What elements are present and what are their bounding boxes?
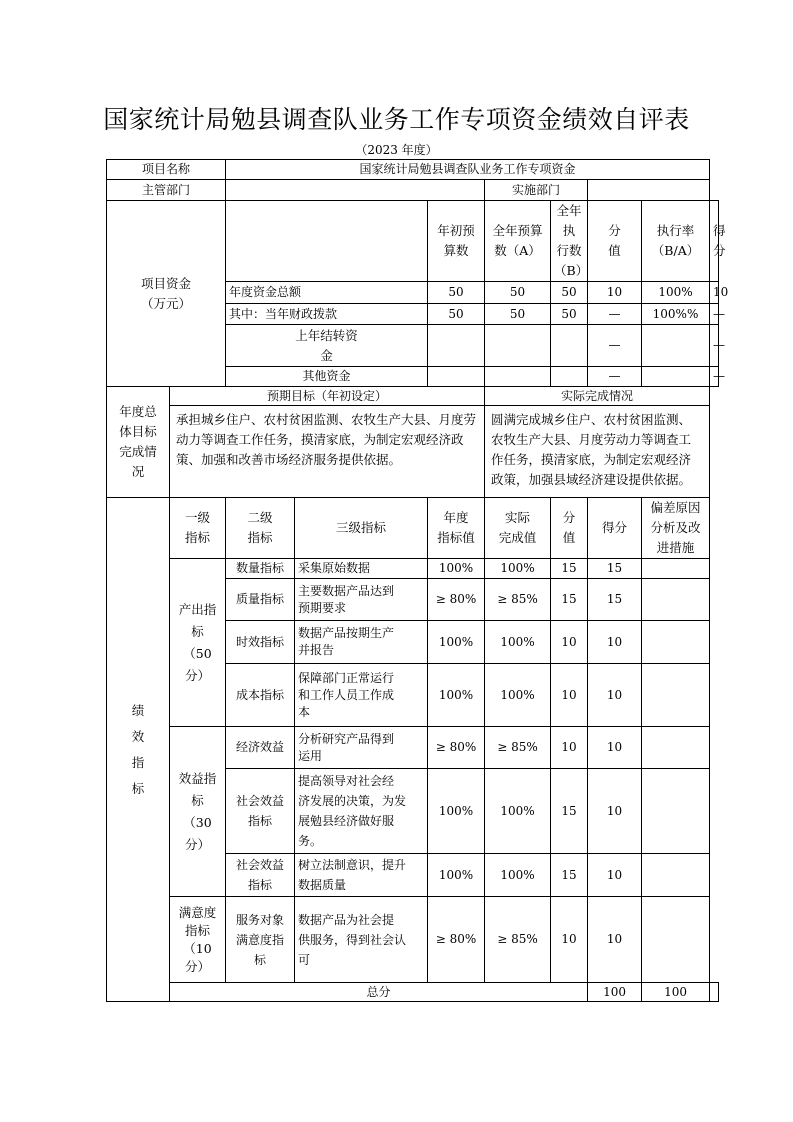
target: 100% [428, 769, 485, 854]
score: 10 [588, 621, 642, 664]
level3: 保障部门正常运行 和工作人员工作成 本 [295, 664, 428, 727]
total-row [107, 983, 719, 1002]
indicator-row [107, 727, 719, 769]
score-value: 10 [551, 897, 588, 983]
fund-name: 年度资金总额 [226, 282, 428, 304]
level3: 树立法制意识，提升 数据质量 [295, 854, 428, 897]
target: 100% [428, 664, 485, 727]
level3: 数据产品按期生产 并报告 [295, 621, 428, 664]
level3: 采集原始数据 [295, 559, 428, 579]
actual: ≥ 85% [485, 727, 551, 769]
header-score: 得分 [710, 201, 719, 282]
level2: 质量指标 [226, 579, 295, 621]
score: 10 [588, 769, 642, 854]
actual-result-header: 实际完成情况 [485, 387, 710, 406]
fund-executed: 50 [551, 304, 588, 325]
level2: 数量指标 [226, 559, 295, 579]
actual: 100% [485, 664, 551, 727]
funds-label: 项目资金 （万元） [107, 201, 226, 387]
header-level2: 二级 指标 [226, 498, 295, 559]
deviation-reason [642, 727, 710, 769]
target: ≥ 80% [428, 579, 485, 621]
fund-score-value: 10 [588, 282, 642, 304]
goals-content-row [107, 406, 719, 498]
fund-initial: 50 [428, 282, 485, 304]
actual: 100% [485, 559, 551, 579]
header-executed: 全年执 行数（B） [551, 201, 588, 282]
level1-output: 产出指 标 （50 分） [170, 559, 226, 727]
fund-executed [551, 367, 588, 387]
document-subtitle: （2023 年度） [355, 143, 438, 157]
fund-budget: 50 [485, 304, 551, 325]
header-deviation: 偏差原因 分析及改 进措施 [642, 498, 710, 559]
score: 10 [588, 854, 642, 897]
fund-budget: 50 [485, 282, 551, 304]
fund-score-value: — [588, 367, 642, 387]
header-target: 年度 指标值 [428, 498, 485, 559]
target: 100% [428, 621, 485, 664]
fund-rate: 100%% [642, 304, 710, 325]
fund-name: 其中：当年财政拨款 [226, 304, 428, 325]
funds-header-blank [226, 201, 428, 282]
score-value: 15 [551, 769, 588, 854]
total-reason [710, 983, 719, 1002]
fund-score: 10 [710, 282, 719, 304]
indicator-row [107, 897, 719, 983]
score: 10 [588, 897, 642, 983]
indicator-row [107, 559, 719, 579]
actual: ≥ 85% [485, 579, 551, 621]
actual: 100% [485, 854, 551, 897]
level2: 社会效益 指标 [226, 854, 295, 897]
actual: 100% [485, 769, 551, 854]
header-initial-budget: 年初预 算数 [428, 201, 485, 282]
expected-goal-header: 预期目标（年初设定） [170, 387, 485, 406]
indicators-label: 绩 效 指 标 [107, 498, 170, 1002]
fund-initial [428, 367, 485, 387]
department-row [107, 180, 719, 201]
level2: 社会效益 指标 [226, 769, 295, 854]
evaluation-table [106, 159, 729, 1002]
score-value: 10 [551, 664, 588, 727]
header-annual-budget: 全年预算 数（A） [485, 201, 551, 282]
level3: 分析研究产品得到 运用 [295, 727, 428, 769]
deviation-reason [642, 621, 710, 664]
fund-score: — [710, 325, 719, 367]
level1-satisfaction: 满意度 指标 （10 分） [170, 897, 226, 983]
fund-rate [642, 325, 710, 367]
score-value: 15 [551, 579, 588, 621]
project-name-label: 项目名称 [107, 160, 226, 180]
score: 10 [588, 727, 642, 769]
goals-label: 年度总 体目标 完成情 况 [107, 387, 170, 498]
level3: 提高领导对社会经 济发展的决策，为发 展勉县经济做好服 务。 [295, 769, 428, 854]
indicator-header-row [107, 498, 719, 559]
dept-value [226, 180, 485, 201]
goals-header-row [107, 387, 719, 406]
fund-executed [551, 325, 588, 367]
fund-score-value: — [588, 304, 642, 325]
level2: 经济效益 [226, 727, 295, 769]
fund-rate [642, 367, 710, 387]
impl-label: 实施部门 [485, 180, 588, 201]
deviation-reason [642, 854, 710, 897]
score-value: 15 [551, 559, 588, 579]
deviation-reason [642, 579, 710, 621]
deviation-reason [642, 664, 710, 727]
actual: ≥ 85% [485, 897, 551, 983]
level3: 主要数据产品达到 预期要求 [295, 579, 428, 621]
fund-executed: 50 [551, 282, 588, 304]
header-exec-rate: 执行率 （B/A） [642, 201, 710, 282]
fund-budget [485, 325, 551, 367]
project-name-value: 国家统计局勉县调查队业务工作专项资金 [226, 160, 710, 180]
actual-result-text: 圆满完成城乡住户、农村贫困监测、农牧生产大县、月度劳动力等调查工作任务，摸清家底，为制定宏观经济政策，加强县域经济建设提供依据。 [485, 406, 710, 498]
project-name-row [107, 160, 719, 180]
fund-name: 其他资金 [226, 367, 428, 387]
level2: 成本指标 [226, 664, 295, 727]
level3: 数据产品为社会提 供服务，得到社会认 可 [295, 897, 428, 983]
header-score-value: 分 值 [551, 498, 588, 559]
expected-goal-text: 承担城乡住户、农村贫困监测、农牧生产大县、月度劳动力等调查工作任务，摸清家底，为制定宏观经济政策、加强和改善市场经济服务提供依据。 [170, 406, 485, 498]
target: 100% [428, 559, 485, 579]
header-actual: 实际 完成值 [485, 498, 551, 559]
funds-header-row [107, 201, 719, 282]
target: 100% [428, 854, 485, 897]
header-level1: 一级 指标 [170, 498, 226, 559]
dept-label: 主管部门 [107, 180, 226, 201]
fund-score: — [710, 367, 719, 387]
target: ≥ 80% [428, 727, 485, 769]
header-score-value: 分 值 [588, 201, 642, 282]
level1-benefit: 效益指 标 （30 分） [170, 727, 226, 897]
level2: 时效指标 [226, 621, 295, 664]
score-value: 15 [551, 854, 588, 897]
target: ≥ 80% [428, 897, 485, 983]
header-score: 得分 [588, 498, 642, 559]
fund-name: 上年结转资 金 [226, 325, 428, 367]
score-value: 10 [551, 621, 588, 664]
impl-value [588, 180, 710, 201]
fund-initial [428, 325, 485, 367]
deviation-reason [642, 559, 710, 579]
fund-score: — [710, 304, 719, 325]
fund-budget [485, 367, 551, 387]
fund-score-value: — [588, 325, 642, 367]
level2: 服务对象 满意度指 标 [226, 897, 295, 983]
total-score-value: 100 [588, 983, 642, 1002]
score: 15 [588, 579, 642, 621]
deviation-reason [642, 769, 710, 854]
total-label: 总分 [170, 983, 588, 1002]
score: 10 [588, 664, 642, 727]
document-title: 国家统计局勉县调查队业务工作专项资金绩效自评表 [103, 105, 690, 134]
deviation-reason [642, 897, 710, 983]
score-value: 10 [551, 727, 588, 769]
fund-initial: 50 [428, 304, 485, 325]
total-score: 100 [642, 983, 710, 1002]
header-level3: 三级指标 [295, 498, 428, 559]
fund-rate: 100% [642, 282, 710, 304]
score: 15 [588, 559, 642, 579]
actual: 100% [485, 621, 551, 664]
